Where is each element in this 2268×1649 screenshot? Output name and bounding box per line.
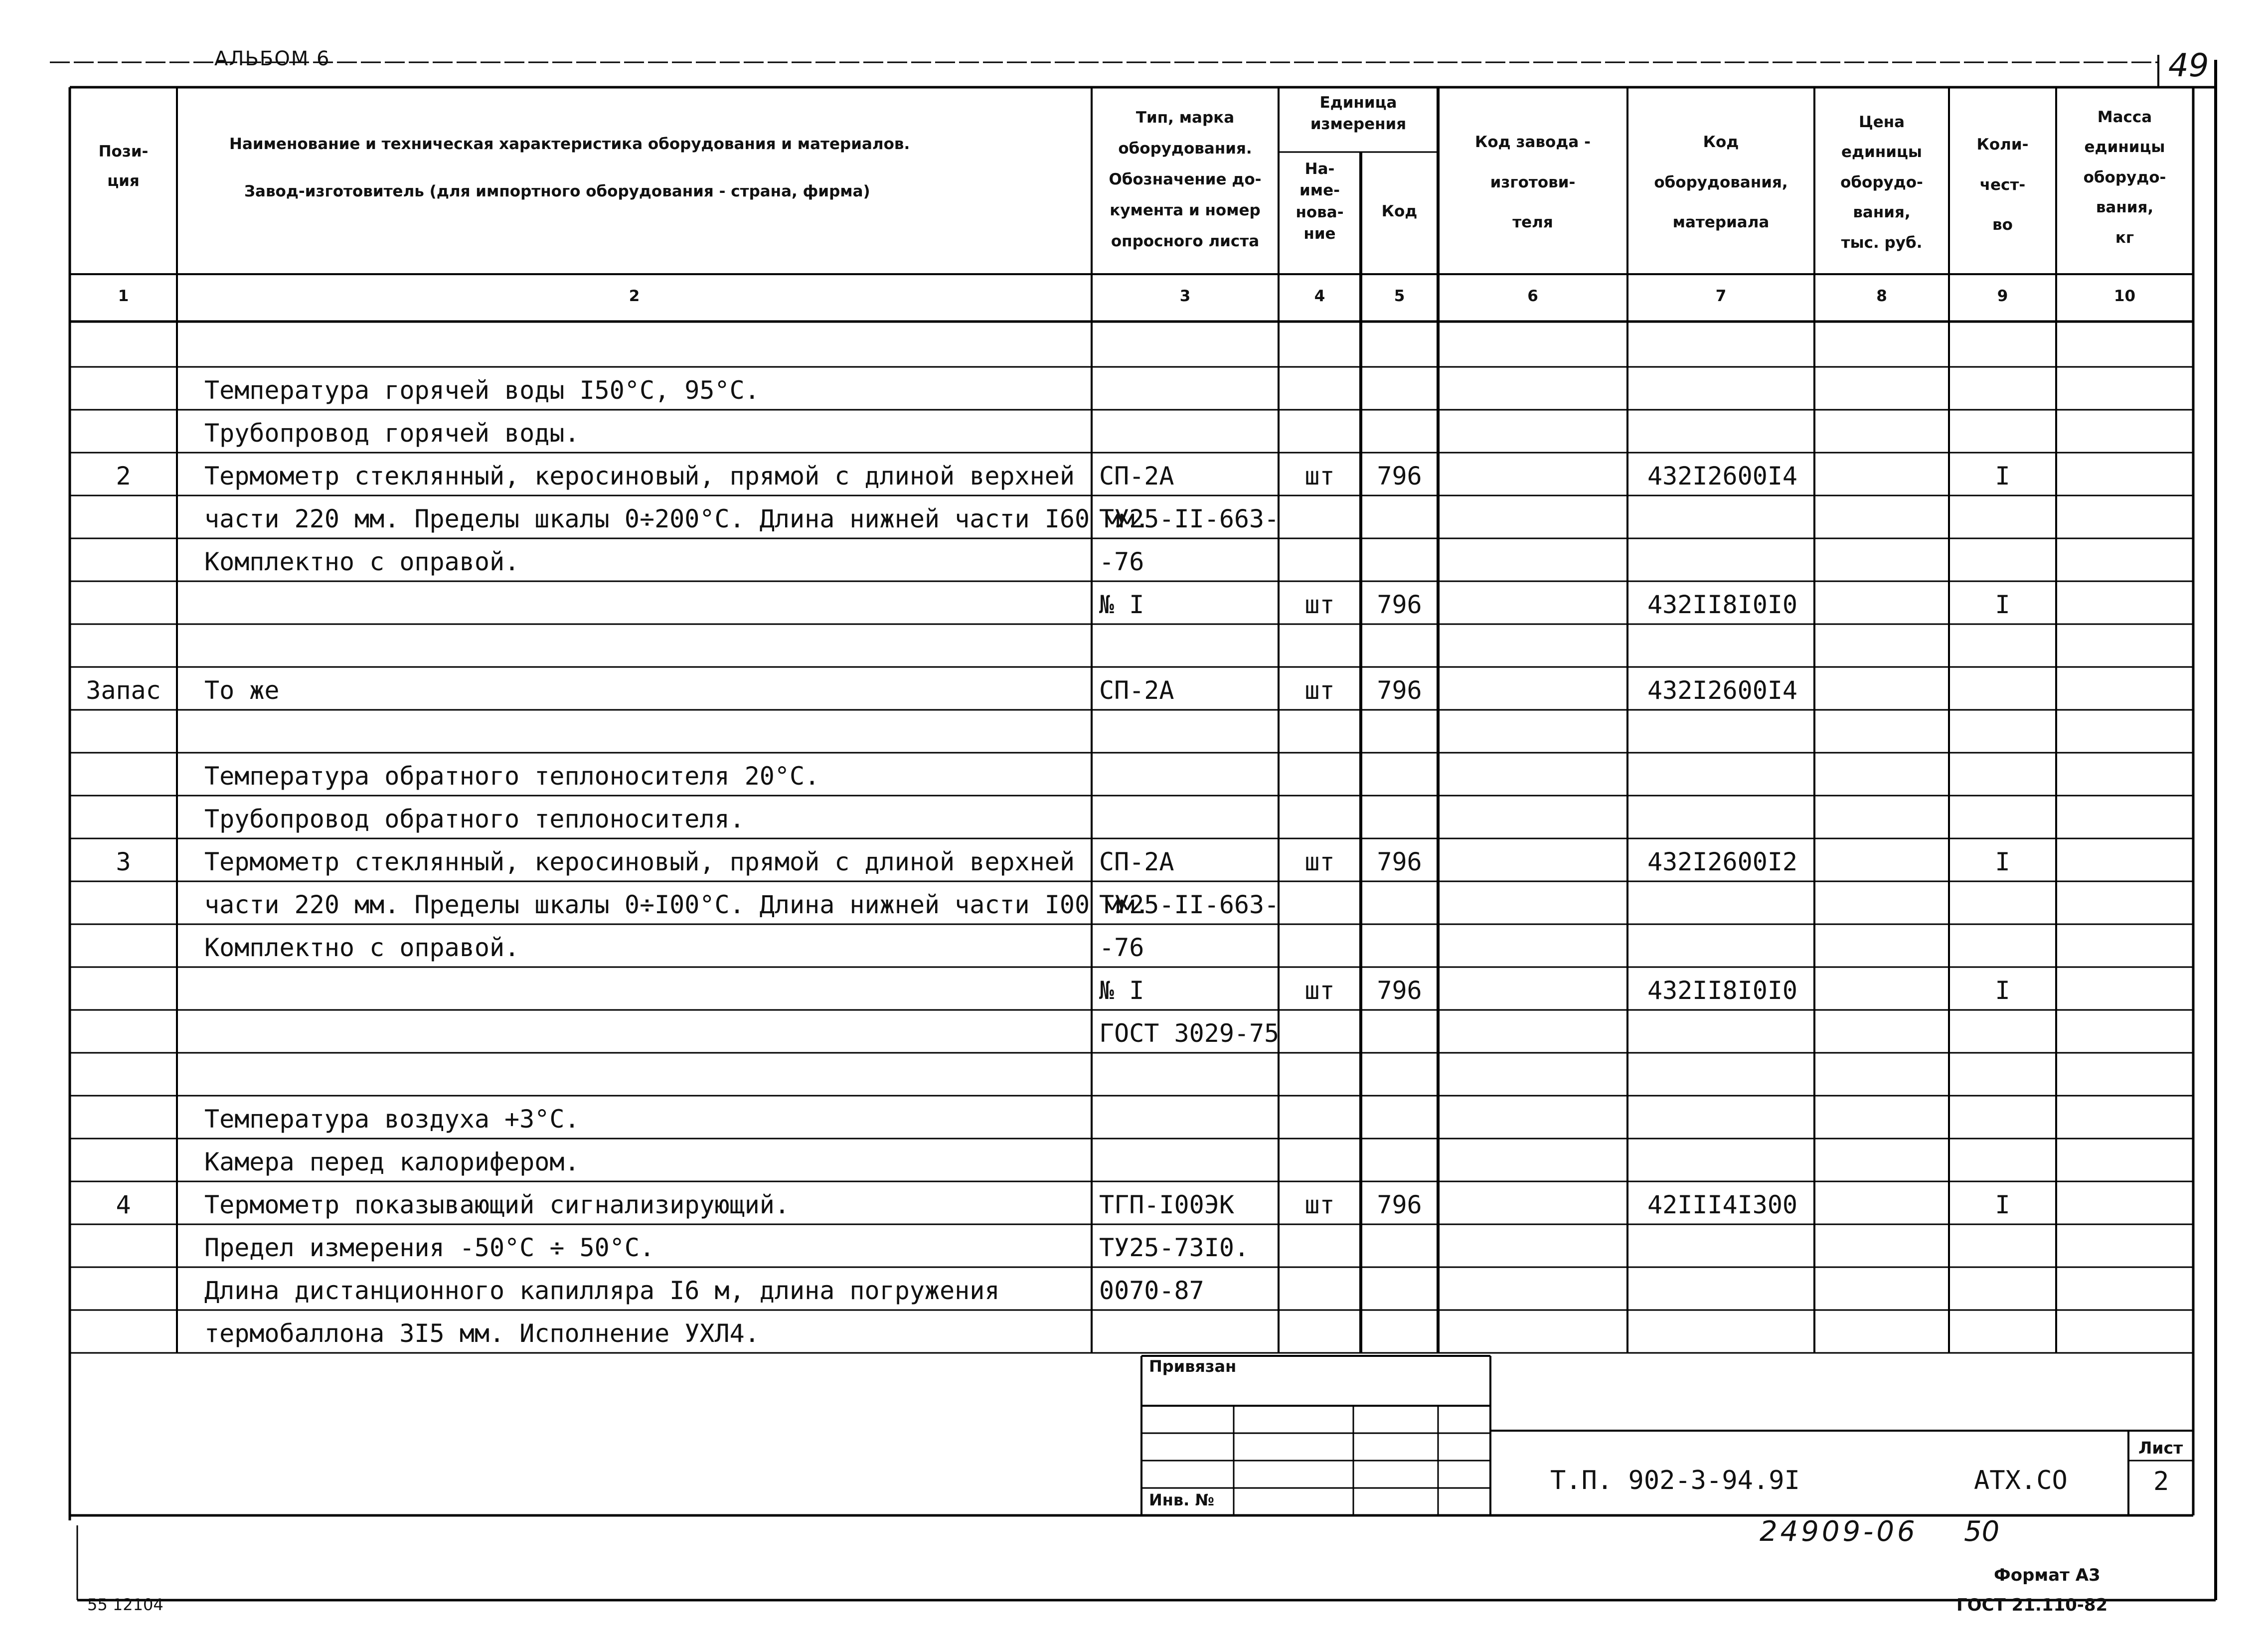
row-eq: 432I2600I4 [1647, 462, 1798, 491]
sheet-corner-number: 49 [2168, 47, 2209, 84]
column-number: 8 [1876, 287, 1887, 305]
row-name: Температура горячей воды I50°С, 95°С. [204, 376, 760, 405]
row-code: 796 [1377, 1190, 1422, 1219]
row-pos: 2 [116, 462, 131, 491]
column-number: 6 [1527, 287, 1538, 305]
header-quantity: Коли- чест- во [1976, 136, 2029, 234]
row-type: -76 [1099, 547, 1144, 576]
print-code: 55 12104 [87, 1595, 163, 1614]
row-type: № I [1099, 590, 1144, 619]
row-pos: 3 [116, 847, 131, 876]
stamp-list-label: Лист [2138, 1438, 2183, 1458]
header-mass: Масса единицы оборудо- вания, кг [2083, 108, 2166, 247]
header-equipment-code: Код оборудования, материала [1654, 133, 1788, 232]
row-unit: шт [1304, 1190, 1335, 1219]
column-number: 2 [629, 287, 640, 305]
column-number: 10 [2113, 287, 2136, 305]
column-number: 5 [1394, 287, 1405, 305]
row-unit: шт [1304, 462, 1335, 491]
header-unit-code: Код [1381, 202, 1418, 220]
header-type: Тип, марка оборудования. Обозначение до- кумента и номер опросного листа [1109, 109, 1262, 250]
row-name: термобаллона 3I5 мм. Исполнение УХЛ4. [204, 1319, 760, 1348]
row-qty: I [1995, 1190, 2010, 1219]
row-name: Трубопровод обратного теплоносителя. [204, 805, 745, 833]
row-eq: 432II8I0I0 [1647, 976, 1798, 1005]
row-type: 0070-87 [1099, 1276, 1204, 1305]
header-position: Пози- ция [98, 143, 149, 190]
row-eq: 432I2600I4 [1647, 676, 1798, 705]
stamp-privyazan: Привязан [1149, 1357, 1237, 1376]
column-number: 9 [1997, 287, 2008, 305]
row-name: части 220 мм. Пределы шкалы 0÷I00°С. Длина нижней части I00 мм. [204, 890, 1150, 919]
row-unit: шт [1304, 976, 1335, 1005]
row-name: Комплектно с оправой. [204, 933, 520, 962]
row-name: Термометр показывающий сигнализирующий. [204, 1190, 790, 1219]
row-eq: 42III4I300 [1647, 1190, 1798, 1219]
row-name: части 220 мм. Пределы шкалы 0÷200°С. Длина нижней части I60 мм. [204, 504, 1150, 533]
row-name: Предел измерения -50°С ÷ 50°С. [204, 1233, 655, 1262]
column-number: 3 [1179, 287, 1191, 305]
row-type: ТГП-I00ЭК [1099, 1190, 1234, 1219]
row-type: ГОСТ 3029-75 [1099, 1019, 1280, 1048]
row-name: Термометр стеклянный, керосиновый, прямой с длиной верхней [204, 462, 1075, 491]
handwritten-page: 50 [1964, 1515, 2000, 1548]
row-code: 796 [1377, 676, 1422, 705]
row-code: 796 [1377, 590, 1422, 619]
row-qty: I [1995, 462, 2010, 491]
stamp-doc-code: Т.П. 902-3-94.9I [1550, 1466, 1800, 1495]
row-name: Температура воздуха +3°С. [204, 1105, 580, 1134]
stamp-list-number: 2 [2153, 1467, 2169, 1496]
row-unit: шт [1304, 676, 1335, 705]
handwritten-number: 24909-06 [1760, 1515, 1918, 1548]
row-eq: 432II8I0I0 [1647, 590, 1798, 619]
header-name-line1: Наименование и техническая характеристика оборудования и материалов. [229, 135, 910, 153]
column-number: 1 [118, 287, 129, 305]
row-name: То же [204, 676, 280, 705]
row-unit: шт [1304, 847, 1335, 876]
row-name: Длина дистанционного капилляра I6 м, длина погружения [204, 1276, 1000, 1305]
header-plant-code: Код завода - изготови- теля [1475, 133, 1591, 232]
row-code: 796 [1377, 847, 1422, 876]
row-eq: 432I2600I2 [1647, 847, 1798, 876]
row-qty: I [1995, 976, 2010, 1005]
row-name: Трубопровод горячей воды. [204, 419, 580, 448]
row-qty: I [1995, 847, 2010, 876]
row-qty: I [1995, 590, 2010, 619]
row-name: Термометр стеклянный, керосиновый, прямой с длиной верхней [204, 847, 1075, 876]
row-code: 796 [1377, 976, 1422, 1005]
gost-label: ГОСТ 21.110-82 [1956, 1595, 2108, 1615]
row-name: Температура обратного теплоносителя 20°С. [204, 762, 820, 791]
row-pos: 4 [116, 1190, 131, 1219]
row-code: 796 [1377, 462, 1422, 491]
row-type: № I [1099, 976, 1144, 1005]
row-type: -76 [1099, 933, 1144, 962]
header-price: Цена единицы оборудо- вания, тыс. руб. [1840, 113, 1923, 252]
header-unit-name: На- име- нова- ние [1296, 160, 1344, 243]
row-name: Комплектно с оправой. [204, 547, 520, 576]
row-unit: шт [1304, 590, 1335, 619]
column-number: 4 [1314, 287, 1325, 305]
format-label: Формат А3 [1994, 1565, 2101, 1585]
row-type: СП-2А [1099, 462, 1174, 491]
header-unit: Единица измерения [1310, 94, 1407, 134]
row-type: СП-2А [1099, 676, 1174, 705]
column-number: 7 [1715, 287, 1727, 305]
header-name-line2: Завод-изготовитель (для импортного оборудования - страна, фирма) [244, 182, 870, 200]
row-type: СП-2А [1099, 847, 1174, 876]
stamp-section: АТХ.СО [1974, 1466, 2068, 1495]
stamp-inv-number: Инв. № [1149, 1490, 1214, 1509]
row-type: ТУ25-II-663- [1099, 890, 1280, 919]
row-pos: Запас [86, 676, 161, 705]
album-label: АЛЬБОМ 6 [214, 47, 330, 70]
row-type: ТУ25-II-663- [1099, 504, 1280, 533]
row-type: ТУ25-73I0. [1099, 1233, 1250, 1262]
row-name: Камера перед калорифером. [204, 1148, 580, 1176]
